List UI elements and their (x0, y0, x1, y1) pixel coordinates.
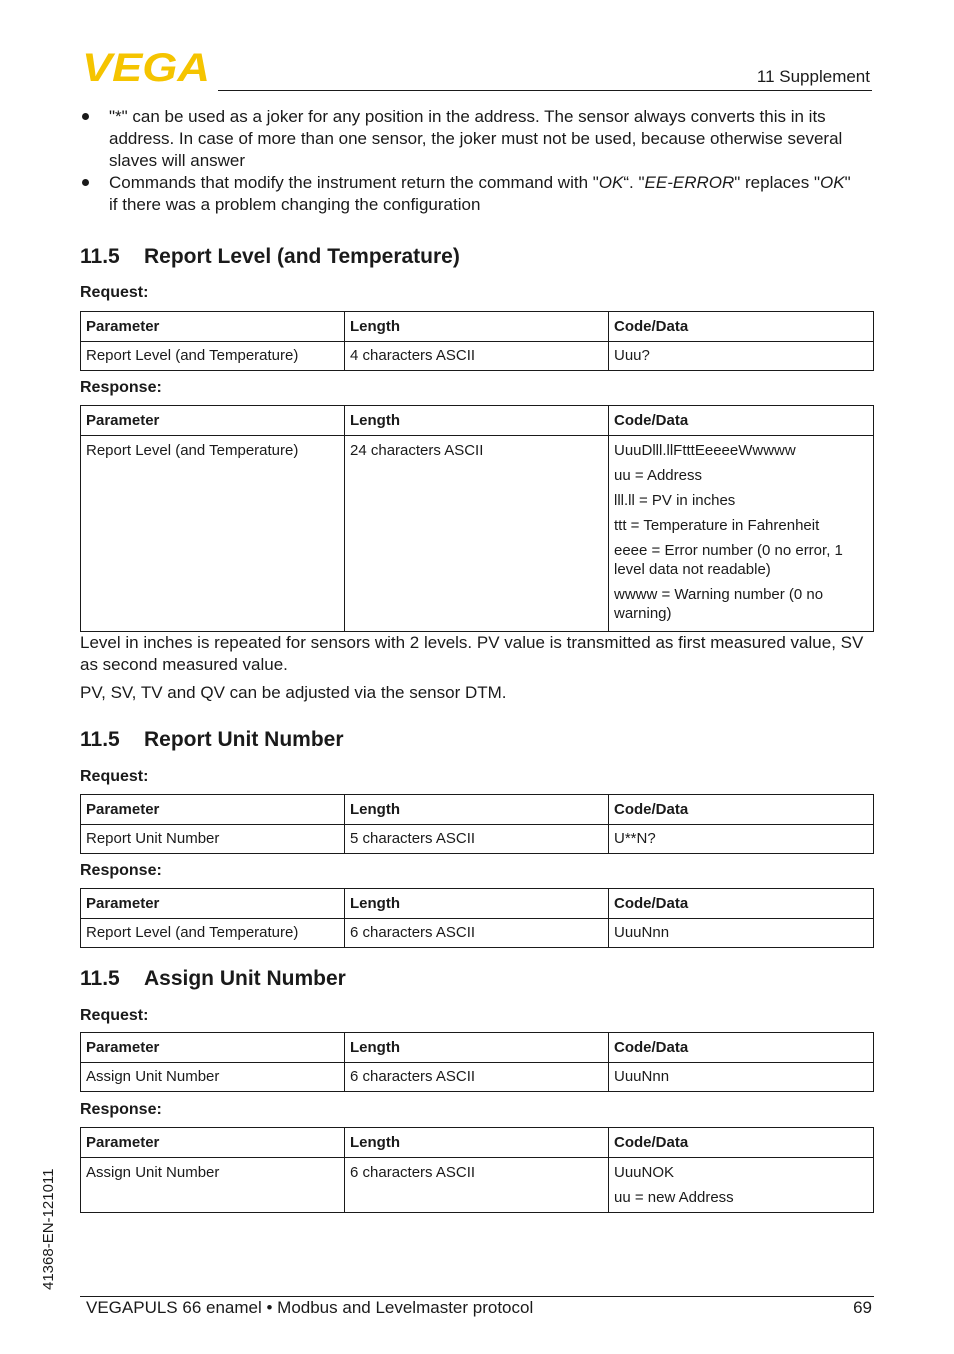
header-section-title: 11 Supplement (756, 67, 870, 86)
table-row (81, 342, 874, 371)
bullet-dot-icon (82, 179, 89, 186)
note-paragraph: Level in inches is repeated for sensors with 2 levels. PV value is transmitted as first measured value, SV as second measured value. (80, 633, 864, 674)
column-header: Parameter (81, 889, 345, 919)
table-header-row (81, 1033, 874, 1063)
response-label: Response: (80, 379, 162, 396)
column-header: Parameter (81, 312, 345, 342)
table-header-row (81, 1128, 874, 1158)
vega-logo (82, 50, 212, 84)
code-line: UuuDlll.llFtttEeeeeWwwww (614, 442, 796, 459)
table-cell: 24 characters ASCII (345, 436, 609, 632)
report-unit-request-table (80, 794, 874, 854)
column-header: Length (345, 406, 609, 436)
footer-rule (80, 1296, 874, 1297)
assign-unit-request-table (80, 1032, 874, 1092)
response-label: Response: (80, 1101, 162, 1118)
table-cell: Report Level (and Temperature) (81, 436, 345, 632)
intro-bullet-list (80, 106, 855, 216)
table-cell: 6 characters ASCII (345, 919, 609, 948)
response-label: Response: (80, 862, 162, 879)
table-row (81, 919, 874, 948)
table-cell: 4 characters ASCII (345, 342, 609, 371)
section-title: Report Level (and Temperature) (144, 245, 460, 268)
table-cell: Report Level (and Temperature) (81, 919, 345, 948)
bullet-dot-icon (82, 113, 89, 120)
note-paragraph: PV, SV, TV and QV can be adjusted via the sensor DTM. (80, 683, 507, 702)
table-cell: 5 characters ASCII (345, 825, 609, 854)
column-header: Length (345, 795, 609, 825)
report-level-request-table (80, 311, 874, 371)
column-header: Code/Data (609, 312, 874, 342)
table-row (81, 1063, 874, 1092)
column-header: Parameter (81, 406, 345, 436)
code-line: wwww = Warning number (0 no warning) (614, 586, 824, 622)
table-cell: Uuu? (609, 342, 874, 371)
code-line: uu = Address (614, 467, 702, 484)
section-heading-report-unit-number (80, 728, 344, 752)
table-row (81, 436, 874, 632)
column-header: Code/Data (609, 406, 874, 436)
section-heading-report-level (80, 245, 460, 269)
table-cell: 6 characters ASCII (345, 1063, 609, 1092)
table-header-row (81, 795, 874, 825)
table-cell: Report Unit Number (81, 825, 345, 854)
bullet-text: "*" can be used as a joker for any position in the address. The sensor always converts this in its address. In case of more than one sensor, the joker must not be used, because otherwise several slaves will answer (109, 107, 843, 170)
column-header: Code/Data (609, 1033, 874, 1063)
table-cell-code-data (609, 436, 874, 632)
column-header: Parameter (81, 1033, 345, 1063)
table-header-row (81, 889, 874, 919)
table-cell: Assign Unit Number (81, 1158, 345, 1213)
column-header: Length (345, 889, 609, 919)
bullet-item (80, 106, 855, 172)
report-unit-response-table (80, 888, 874, 948)
table-cell: 6 characters ASCII (345, 1158, 609, 1213)
column-header: Code/Data (609, 795, 874, 825)
table-row (81, 1158, 874, 1213)
report-level-response-table (80, 405, 874, 632)
section-title: Report Unit Number (144, 728, 344, 751)
table-cell: Report Level (and Temperature) (81, 342, 345, 371)
table-cell: Assign Unit Number (81, 1063, 345, 1092)
column-header: Length (345, 1128, 609, 1158)
header-rule (218, 90, 872, 91)
code-line: ttt = Temperature in Fahrenheit (614, 517, 820, 534)
table-cell-code-data (609, 1158, 874, 1213)
column-header: Parameter (81, 795, 345, 825)
column-header: Length (345, 312, 609, 342)
column-header: Code/Data (609, 889, 874, 919)
column-header: Code/Data (609, 1128, 874, 1158)
table-header-row (81, 406, 874, 436)
assign-unit-response-table (80, 1127, 874, 1213)
table-row (81, 825, 874, 854)
request-label: Request: (80, 768, 149, 785)
code-line: eeee = Error number (0 no error, 1 level data not readable) (614, 542, 843, 578)
table-header-row (81, 312, 874, 342)
bullet-text: Commands that modify the instrument return the command with "OK“. "EE-ERROR" replaces "OK" if there was a problem changing the configuration (109, 173, 851, 214)
table-cell: UuuNnn (609, 919, 874, 948)
request-label: Request: (80, 284, 149, 301)
code-line: uu = new Address (614, 1189, 734, 1206)
footer-title: VEGAPULS 66 enamel • Modbus and Levelmaster protocol (86, 1298, 534, 1317)
section-heading-assign-unit-number (80, 967, 346, 991)
code-line: lll.ll = PV in inches (614, 492, 736, 509)
bullet-item (80, 172, 855, 216)
section-number: 11.5 (80, 245, 120, 268)
section-number: 11.5 (80, 728, 120, 751)
column-header: Length (345, 1033, 609, 1063)
table-cell: U**N? (609, 825, 874, 854)
section-number: 11.5 (80, 967, 120, 990)
table-cell: UuuNnn (609, 1063, 874, 1092)
column-header: Parameter (81, 1128, 345, 1158)
page-number: 69 (853, 1298, 872, 1317)
document-code: 41368-EN-121011 (40, 1168, 57, 1290)
request-label: Request: (80, 1007, 149, 1024)
section-title: Assign Unit Number (144, 967, 346, 990)
logo-text: VEGA (82, 50, 210, 84)
code-line: UuuNOK (614, 1164, 675, 1181)
